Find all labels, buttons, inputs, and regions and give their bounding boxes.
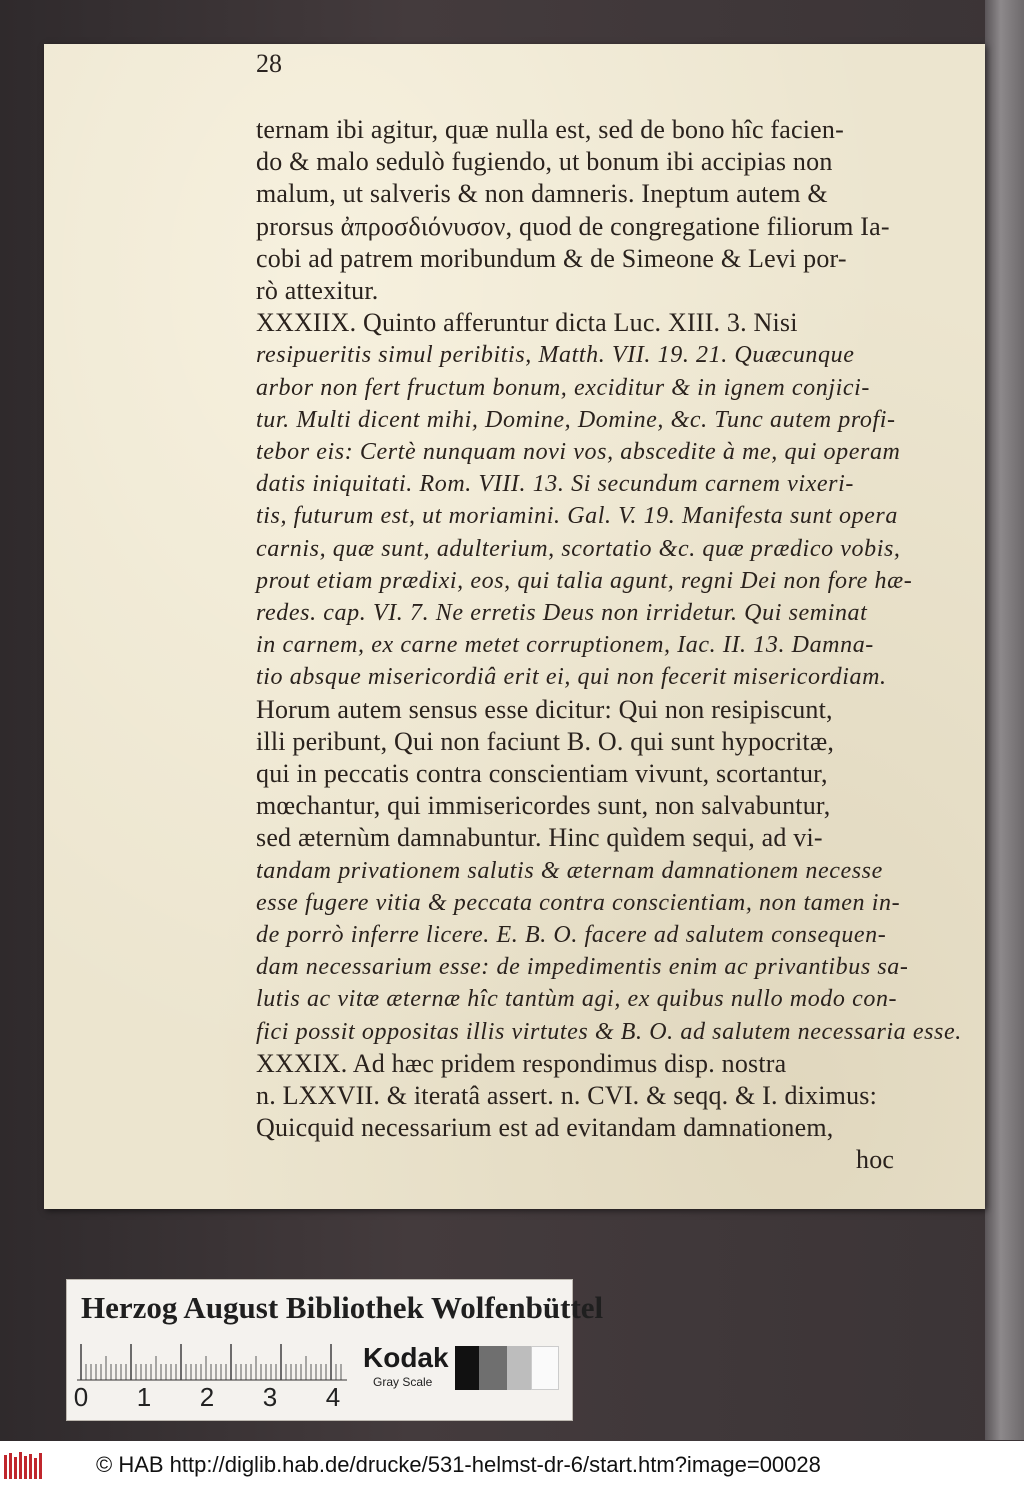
book-page <box>44 44 985 1209</box>
text-line: prout etiam prædixi, eos, qui talia agunt, regni Dei non fore hæ- <box>256 568 913 594</box>
text-line: redes. cap. VI. 7. Ne erretis Deus non irridetur. Qui seminat <box>256 600 868 626</box>
text-line: tis, futurum est, ut moriamini. Gal. V. 19. Manifesta sunt opera <box>256 503 898 529</box>
library-color-card <box>66 1279 604 1421</box>
text-line: mœchantur, qui immisericordes sunt, non salvabuntur, <box>256 791 831 820</box>
text-line: Horum autem sensus esse dicitur: Qui non resipiscunt, <box>256 695 833 724</box>
text-line: qui in peccatis contra conscientiam vivunt, scortantur, <box>256 759 828 788</box>
hab-logo-icon <box>4 1451 44 1481</box>
text-line: Quicquid necessarium est ad evitandam damnationem, <box>256 1113 834 1142</box>
text-line: tur. Multi dicent mihi, Domine, Domine, &c. Tunc autem profi- <box>256 407 896 433</box>
text-line: in carnem, ex carne metet corruptionem, Iac. II. 13. Damna- <box>256 632 874 658</box>
text-line: XXXIIX. Quinto afferuntur dicta Luc. XIII. 3. Nisi <box>256 308 798 337</box>
text-line: tebor eis: Certè nunquam novi vos, abscedite à me, qui operam <box>256 439 901 465</box>
book-edge <box>985 0 1024 1440</box>
gray-swatch-black <box>455 1346 479 1390</box>
catchword: hoc <box>856 1145 895 1174</box>
text-line: XXXIX. Ad hæc pridem respondimus disp. nostra <box>256 1049 787 1078</box>
text-line: n. LXXVII. & iteratâ assert. n. CVI. & seqq. & I. diximus: <box>256 1081 878 1110</box>
text-line: illi peribunt, Qui non faciunt B. O. qui sunt hypocritæ, <box>256 727 835 756</box>
ruler-digit: 1 <box>136 1382 152 1412</box>
text-line: carnis, quæ sunt, adulterium, scortatio &c. quæ prædico vobis, <box>256 536 901 562</box>
text-line: rò attexitur. <box>256 276 379 305</box>
text-line: sed æternùm damnabuntur. Hinc quìdem sequi, ad vi- <box>256 823 823 852</box>
text-line: lutis ac vitæ æternæ hîc tantùm agi, ex quibus nullo modo con- <box>256 986 898 1012</box>
text-line: cobi ad patrem moribundum & de Simeone & Levi por- <box>256 244 847 273</box>
text-line: esse fugere vitia & peccata contra conscientiam, non tamen in- <box>256 890 901 916</box>
text-line: tio absque misericordiâ erit ei, qui non fecerit misericordiam. <box>256 664 887 690</box>
library-name: Herzog August Bibliothek Wolfenbüttel <box>81 1290 604 1325</box>
page-number: 28 <box>256 49 282 78</box>
text-line: prorsus ἀπροσδιόνυσον, quod de congregatione filiorum Ia- <box>256 212 890 241</box>
source-url[interactable]: © HAB http://diglib.hab.de/drucke/531-helmst-dr-6/start.htm?image=00028 <box>96 1452 821 1477</box>
ruler-digit: 4 <box>325 1382 341 1412</box>
text-line: fici possit oppositas illis virtutes & B. O. ad salutem necessaria esse. <box>256 1019 962 1045</box>
text-line: dam necessarium esse: de impedimentis enim ac privantibus sa- <box>256 954 909 980</box>
gray-swatch-white <box>531 1346 559 1390</box>
ruler-digit: 2 <box>199 1382 215 1412</box>
footer-bar <box>0 1441 1024 1489</box>
text-line: resipueritis simul peribitis, Matth. VII. 19. 21. Quæcunque <box>256 342 855 368</box>
text-line: do & malo sedulò fugiendo, ut bonum ibi accipias non <box>256 147 833 176</box>
ruler-digit: 3 <box>262 1382 278 1412</box>
kodak-logo: Kodak <box>363 1342 449 1373</box>
kodak-gray-scale-label: Gray Scale <box>373 1375 433 1389</box>
ruler-digit: 0 <box>73 1382 89 1412</box>
gray-swatch-mid <box>507 1346 531 1390</box>
measurement-ruler <box>77 1340 347 1382</box>
page-text <box>256 114 976 1184</box>
text-line: datis iniquitati. Rom. VIII. 13. Si secundum carnem vixeri- <box>256 471 854 497</box>
text-line: tandam privationem salutis & æternam damnationem necesse <box>256 858 883 884</box>
text-line: arbor non fert fructum bonum, exciditur & in ignem conjici- <box>256 375 870 401</box>
text-line: ternam ibi agitur, quæ nulla est, sed de bono hîc facien- <box>256 115 844 144</box>
text-line: malum, ut salveris & non damneris. Ineptum autem & <box>256 179 828 208</box>
text-line: de porrò inferre licere. E. B. O. facere ad salutem consequen- <box>256 922 887 948</box>
gray-swatch-dark <box>479 1346 507 1390</box>
